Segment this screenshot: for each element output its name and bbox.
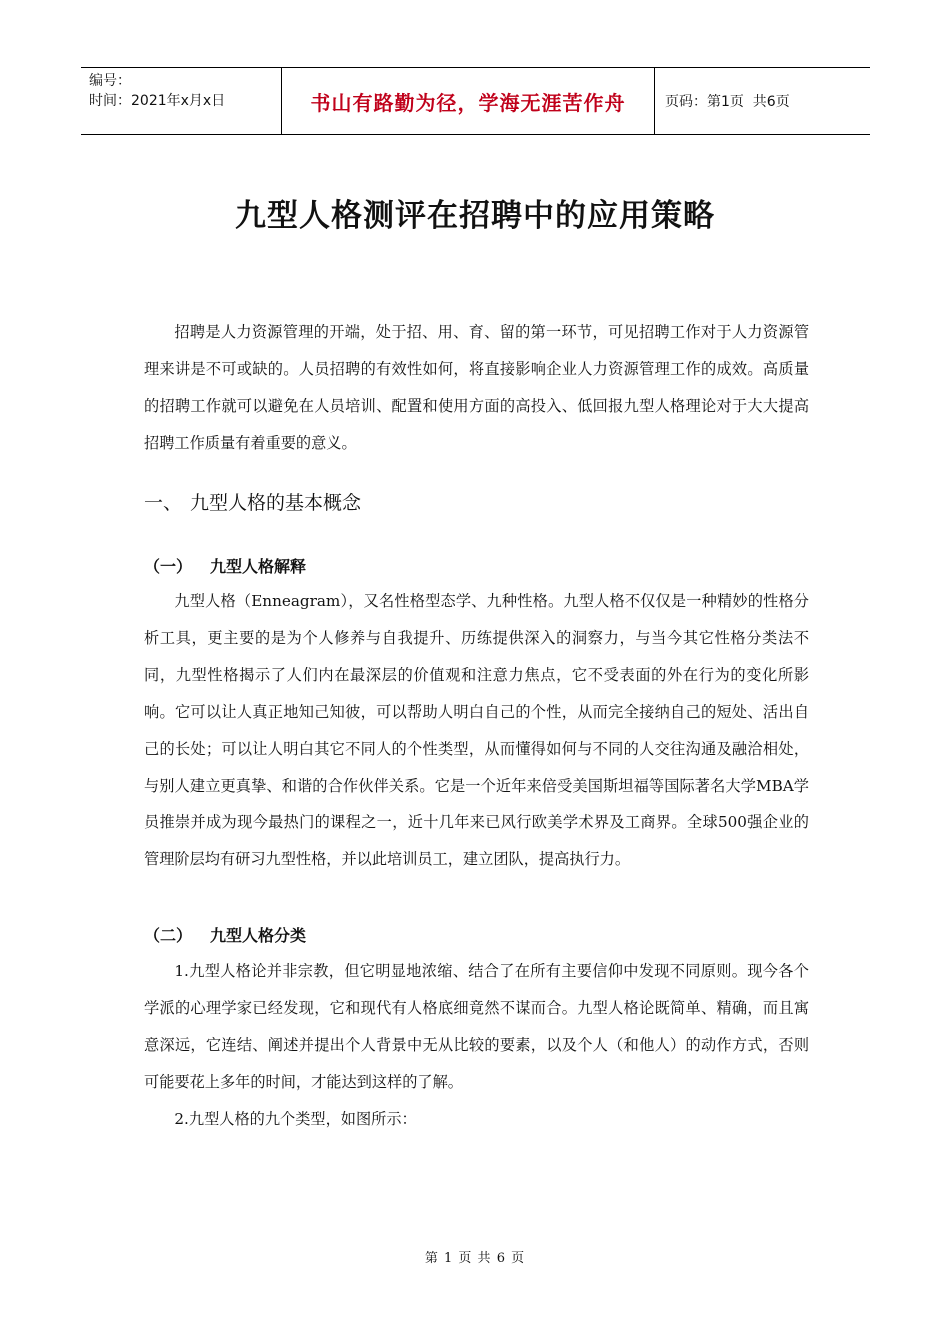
subsection-heading-2 (144, 923, 306, 946)
subsection-title-2: 九型人格分类 (210, 926, 307, 945)
document-time-label: 时间：2021年x月x日 (89, 93, 226, 109)
document-number-label: 编号： (89, 73, 131, 89)
section-title-1: 九型人格的基本概念 (190, 492, 362, 514)
subsection-title-1: 九型人格解释 (210, 557, 307, 576)
header-motto: 书山有路勤为径，学海无涯苦作舟 (282, 68, 655, 134)
page-header (81, 67, 870, 135)
document-title: 九型人格测评在招聘中的应用策略 (235, 198, 715, 234)
subsection-heading-1 (144, 554, 306, 577)
classification-paragraph-1: 1.九型人格论并非宗教，但它明显地浓缩、结合了在所有主要信仰中发现不同原则。现今各个学派的心理学家已经发现，它和现代有人格底细竟然不谋而合。九型人格论既简单、精确，而且寓意深远，它连结、阐述并提出个人背景中无从比较的要素，以及个人（和他人）的动作方式，否则可能要花上多年的时间，才能达到这样的了解。 (144, 962, 809, 1091)
classification-paragraph-2: 2.九型人格的九个类型，如图所示： (174, 1110, 417, 1128)
header-info-cell (81, 68, 282, 134)
intro-paragraph: 招聘是人力资源管理的开端，处于招、用、育、留的第一环节，可见招聘工作对于人力资源管理来讲是不可或缺的。人员招聘的有效性如何，将直接影响企业人力资源管理工作的成效。高质量的招聘工作就可以避免在人员培训、配置和使用方面的高投入、低回报九型人格理论对于大大提高招聘工作质量有着重要的意义。 (144, 323, 809, 452)
page-footer: 第 1 页 共 6 页 (424, 1251, 526, 1266)
subsection-number-2: （二） (144, 926, 193, 945)
section-heading-1 (144, 488, 361, 515)
subsection-number-1: （一） (144, 557, 193, 576)
section-number-1: 一、 (144, 492, 183, 514)
enneagram-explanation-paragraph: 九型人格（Enneagram），又名性格型态学、九种性格。九型人格不仅仅是一种精妙的性格分析工具，更主要的是为个人修养与自我提升、历练提供深入的洞察力，与当今其它性格分类法不同，九型性格揭示了人们内在最深层的价值观和注意力焦点，它不受表面的外在行为的变化所影响。它可以让人真正地知己知彼，可以帮助人明白自己的个性，从而完全接纳自己的短处、活出自己的长处；可以让人明白其它不同人的个性类型，从而懂得如何与不同的人交往沟通及融洽相处，与别人建立更真挚、和谐的合作伙伴关系。它是一个近年来倍受美国斯坦福等国际著名大学MBA学员推崇并成为现今最热门的课程之一，近十几年来已风行欧美学术界及工商界。全球500强企业的管理阶层均有研习九型性格，并以此培训员工，建立团队，提高执行力。 (144, 592, 809, 869)
header-page-cell (655, 68, 870, 134)
header-page-code: 页码：第1页 共6页 (665, 94, 790, 110)
